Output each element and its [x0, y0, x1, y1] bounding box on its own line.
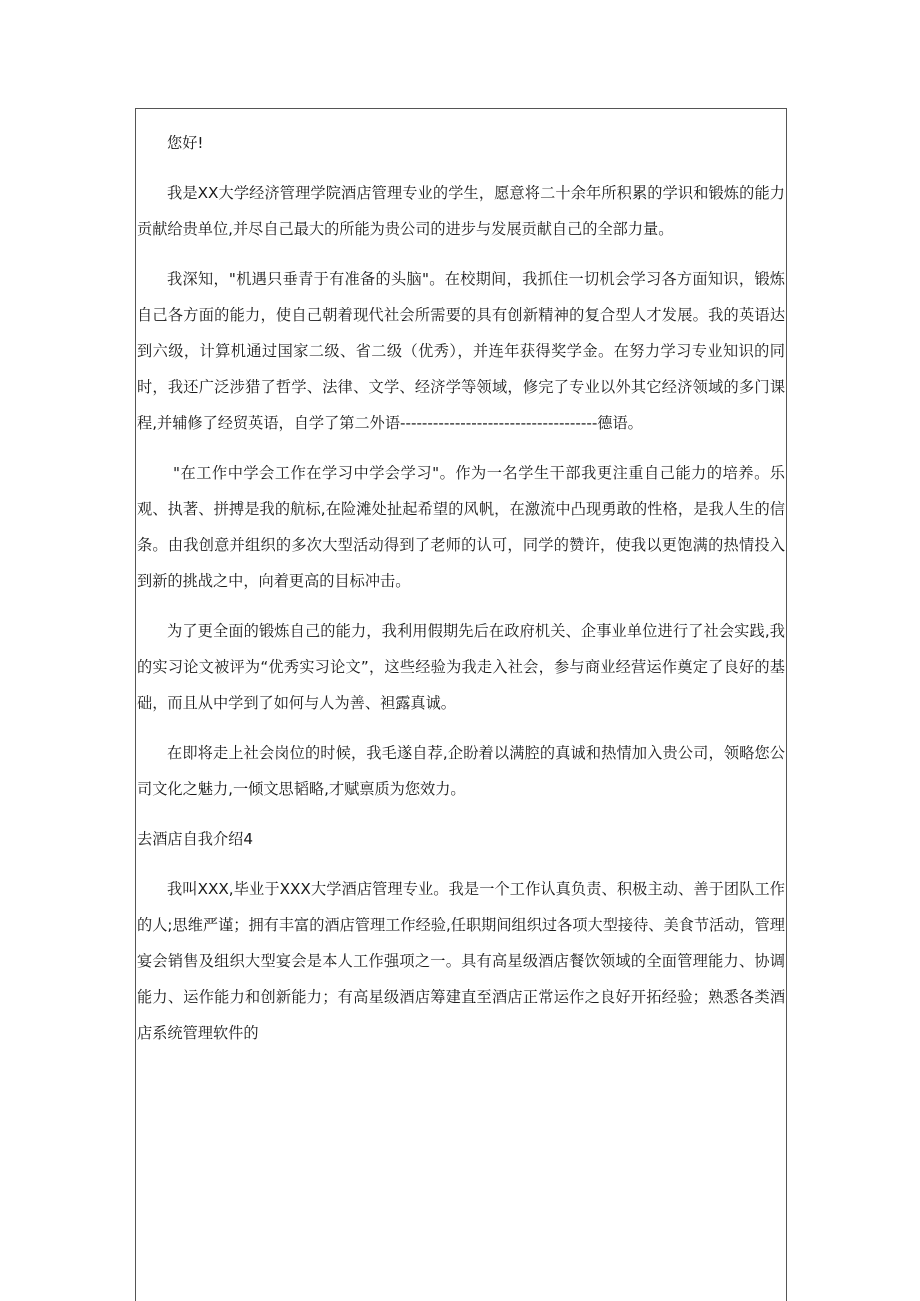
paragraph-student-leader: "在工作中学会工作在学习中学会学习"。作为一名学生干部我更注重自己能力的培养。乐观、执著、拼搏是我的航标,在险滩处扯起希望的风帆，在激流中凸现勇敢的性格，是我人生的信条。由我创意并组织的多次大型活动得到了老师的认可，同学的赞许，使我以更饱满的热情投入到新的挑战之中，向着更高的目标冲击。: [137, 464, 785, 590]
document-body: [135, 108, 787, 1051]
paragraph-education: 我深知，"机遇只垂青于有准备的头脑"。在校期间，我抓住一切机会学习各方面知识，锻炼自己各方面的能力，使自己朝着现代社会所需要的具有创新精神的复合型人才发展。我的英语达到六级，计算机通过国家二级、省二级（优秀），并连年获得奖学金。在努力学习专业知识的同时，我还广泛涉猎了哲学、法律、文学、经济学等领域，修完了专业以外其它经济领域的多门课程,并辅修了经贸英语，自学了第二外语------------------------------------德语。: [137, 270, 785, 432]
paragraph-closing: 在即将走上社会岗位的时候，我毛遂自荐,企盼着以满腔的真诚和热情加入贵公司，领略您公司文化之魅力,一倾文思韬略,才赋禀质为您效力。: [137, 744, 785, 798]
greeting: 您好!: [167, 134, 204, 152]
paragraph-self-introduction: 我叫XXX,毕业于XXX大学酒店管理专业。我是一个工作认真负责、积极主动、善于团队工作的人;思维严谨；拥有丰富的酒店管理工作经验,任职期间组织过各项大型接待、美食节活动，管理宴会销售及组织大型宴会是本人工作强项之一。具有高星级酒店餐饮领域的全面管理能力、协调能力、运作能力和创新能力；有高星级酒店筹建直至酒店正常运作之良好开拓经验；熟悉各类酒店系统管理软件的: [137, 880, 785, 1042]
section-heading: 去酒店自我介绍4: [137, 830, 253, 848]
paragraph-intro: 我是XX大学经济管理学院酒店管理专业的学生，愿意将二十余年所积累的学识和锻炼的能力贡献给贵单位,并尽自己最大的所能为贵公司的进步与发展贡献自己的全部力量。: [137, 184, 785, 238]
paragraph-practice: 为了更全面的锻炼自己的能力，我利用假期先后在政府机关、企事业单位进行了社会实践,我的实习论文被评为“优秀实习论文”，这些经验为我走入社会，参与商业经营运作奠定了良好的基础，而且从中学到了如何与人为善、袒露真诚。: [137, 622, 785, 712]
